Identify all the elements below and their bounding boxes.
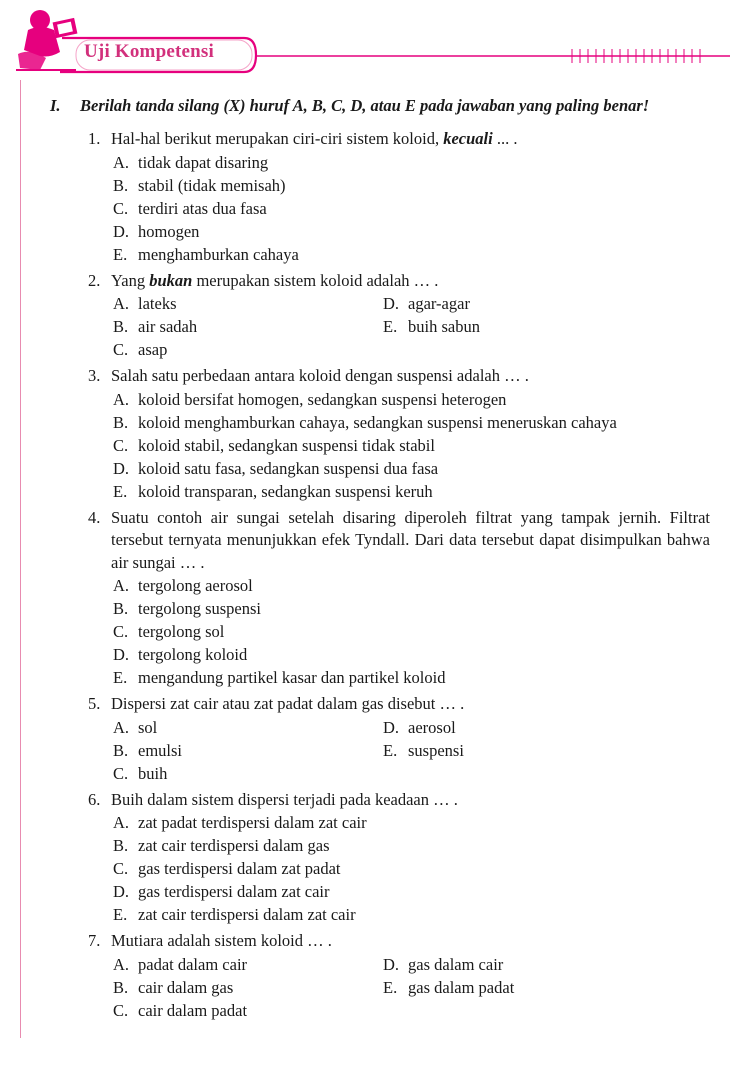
question-stem [88,789,710,812]
option-text: air sadah [138,317,198,336]
question-text [111,693,710,716]
question-text-part: Mutiara adalah sistem koloid … . [111,931,332,950]
question-number: 1. [88,129,101,148]
option-text: mengandung partikel kasar dan partikel koloid [138,668,446,687]
question-number: 6. [88,789,101,809]
instruction [50,96,740,116]
answer-option [113,457,710,480]
question-stem [88,365,710,388]
question-text [111,128,710,151]
option-letter: C. [113,435,129,455]
answer-option [113,811,710,834]
option-letter: E. [113,905,128,924]
question-text [111,930,710,953]
question-text-part: Suatu contoh air sungai setelah disaring diperoleh filtrat yang tampak jernih. Filtrat tersebut ternyata menunjukkan efek Tyndall. Dari data tersebut dapat disimpulkan bahwa air sungai … . [111,507,710,572]
option-text: agar-agar [408,294,470,313]
option-text: aerosol [408,717,456,737]
option-text: zat cair terdispersi dalam gas [138,836,330,855]
answer-option [113,880,710,903]
option-letter: C. [113,622,129,641]
option-letter: A. [113,576,130,595]
question-text-part: Buih dalam sistem dispersi terjadi pada keadaan … . [111,789,458,809]
answer-option [113,434,710,457]
question-stem [88,930,710,953]
option-letter: B. [113,977,129,997]
option-text: terdiri atas dua fasa [138,198,267,218]
option-text: koloid bersifat homogen, sedangkan suspensi heterogen [138,389,507,409]
question-6 [88,789,710,927]
answer-option [383,292,643,315]
answer-option [113,643,710,666]
instruction-text: Berilah tanda silang (X) huruf A, B, C, D, atau E pada jawaban yang paling benar! [80,96,650,115]
answer-option [113,174,710,197]
option-letter: A. [113,813,130,832]
option-text: homogen [138,221,200,241]
answer-options [113,811,710,926]
answer-option [113,620,710,643]
answer-options [113,716,710,785]
option-letter: E. [383,740,398,760]
question-number: 5. [88,694,101,713]
question-number: 2. [88,270,101,290]
answer-option [383,739,643,762]
answer-option [113,243,710,266]
option-letter: C. [113,198,129,218]
answer-options [113,953,710,1022]
answer-option [113,220,710,243]
option-letter: B. [113,599,129,618]
question-emphasis: bukan [149,270,193,290]
answer-option [113,480,710,503]
option-text: tidak dapat disaring [138,152,269,172]
option-text: gas dalam cair [408,954,504,974]
option-letter: C. [113,1000,129,1020]
question-4 [88,507,710,690]
option-letter: C. [113,763,129,783]
question-stem [88,693,710,716]
option-text: padat dalam cair [138,954,248,974]
option-letter: C. [113,859,129,878]
option-text: asap [138,340,168,359]
option-letter: D. [113,458,130,478]
question-text-part: ... . [492,129,518,148]
option-letter: E. [383,977,398,997]
answer-option [113,197,710,220]
option-text: sol [138,717,158,737]
answer-option [113,338,383,361]
question-3 [88,365,710,503]
option-text: emulsi [138,740,182,760]
option-text: zat padat terdispersi dalam zat cair [138,813,367,832]
option-text: koloid stabil, sedangkan suspensi tidak stabil [138,435,435,455]
option-letter: B. [113,740,129,760]
section-title: Uji Kompetensi [84,41,214,62]
option-text: suspensi [408,740,464,760]
option-text: koloid satu fasa, sedangkan suspensi dua fasa [138,458,439,478]
option-text: buih [138,763,168,783]
option-text: koloid transparan, sedangkan suspensi keruh [138,481,433,501]
option-letter: D. [383,294,400,313]
question-2 [88,270,710,362]
answer-option [383,716,643,739]
answer-option [113,739,383,762]
left-margin-rule [20,80,21,1038]
option-text: cair dalam padat [138,1000,248,1020]
option-letter: E. [113,244,128,264]
answer-option [113,834,710,857]
option-letter: C. [113,340,129,359]
question-number: 4. [88,507,101,527]
answer-options [113,292,710,361]
option-text: buih sabun [408,317,480,336]
answer-option [113,762,383,785]
option-letter: B. [113,412,129,432]
answer-option [113,315,383,338]
option-letter: E. [383,317,398,336]
answer-option [113,999,383,1022]
option-letter: A. [113,294,130,313]
question-1 [88,128,710,266]
answer-option [383,953,643,976]
option-text: tergolong sol [138,622,225,641]
option-text: stabil (tidak memisah) [138,175,286,195]
option-text: menghamburkan cahaya [138,244,299,264]
answer-option [383,976,643,999]
question-text-part: Dispersi zat cair atau zat padat dalam gas disebut … . [111,694,465,713]
question-text [111,789,710,812]
option-letter: D. [383,954,400,974]
option-letter: B. [113,175,129,195]
option-letter: A. [113,389,130,409]
option-letter: E. [113,668,128,687]
question-5 [88,693,710,785]
option-letter: D. [113,882,130,901]
question-text-part: Yang [111,270,150,290]
question-stem [88,128,710,151]
answer-option [113,716,383,739]
option-text: cair dalam gas [138,977,234,997]
answer-option [113,857,710,880]
option-letter: B. [113,836,129,855]
option-letter: D. [113,221,130,241]
answer-options [113,388,710,503]
instruction-numeral: I. [50,96,61,115]
option-text: tergolong aerosol [138,576,253,595]
answer-option [113,411,710,434]
answer-option [113,574,710,597]
option-letter: E. [113,481,128,501]
option-letter: A. [113,954,130,974]
option-letter: A. [113,152,130,172]
reader-figure-icon [16,10,77,70]
answer-option [383,315,643,338]
section-header [0,0,751,90]
option-text: gas terdispersi dalam zat padat [138,859,341,878]
option-text: tergolong koloid [138,645,248,664]
question-list [88,128,710,1026]
question-7 [88,930,710,1022]
question-number: 3. [88,366,101,385]
question-stem [88,270,710,293]
option-text: gas terdispersi dalam zat cair [138,882,330,901]
question-text-part: Hal-hal berikut merupakan ciri-ciri sistem koloid, [111,129,444,148]
answer-option [113,597,710,620]
answer-option [113,388,710,411]
option-text: koloid menghamburkan cahaya, sedangkan suspensi meneruskan cahaya [138,412,617,432]
option-letter: B. [113,317,129,336]
option-letter: D. [383,717,400,737]
question-text-part: Salah satu perbedaan antara koloid dengan suspensi adalah … . [111,366,529,385]
option-text: gas dalam padat [408,977,515,997]
question-text [111,270,710,293]
option-letter: D. [113,645,130,664]
question-number: 7. [88,931,101,950]
option-letter: A. [113,717,130,737]
question-text [111,507,710,575]
option-text: tergolong suspensi [138,599,261,618]
option-text: lateks [138,294,177,313]
answer-option [113,976,383,999]
answer-options [113,574,710,689]
option-text: zat cair terdispersi dalam zat cair [138,905,356,924]
question-text-part: merupakan sistem koloid adalah … . [192,270,439,290]
answer-option [113,151,710,174]
question-emphasis: kecuali [443,129,493,148]
answer-option [113,292,383,315]
answer-options [113,151,710,266]
question-stem [88,507,710,575]
answer-option [113,953,383,976]
answer-option [113,666,710,689]
question-text [111,365,710,388]
answer-option [113,903,710,926]
